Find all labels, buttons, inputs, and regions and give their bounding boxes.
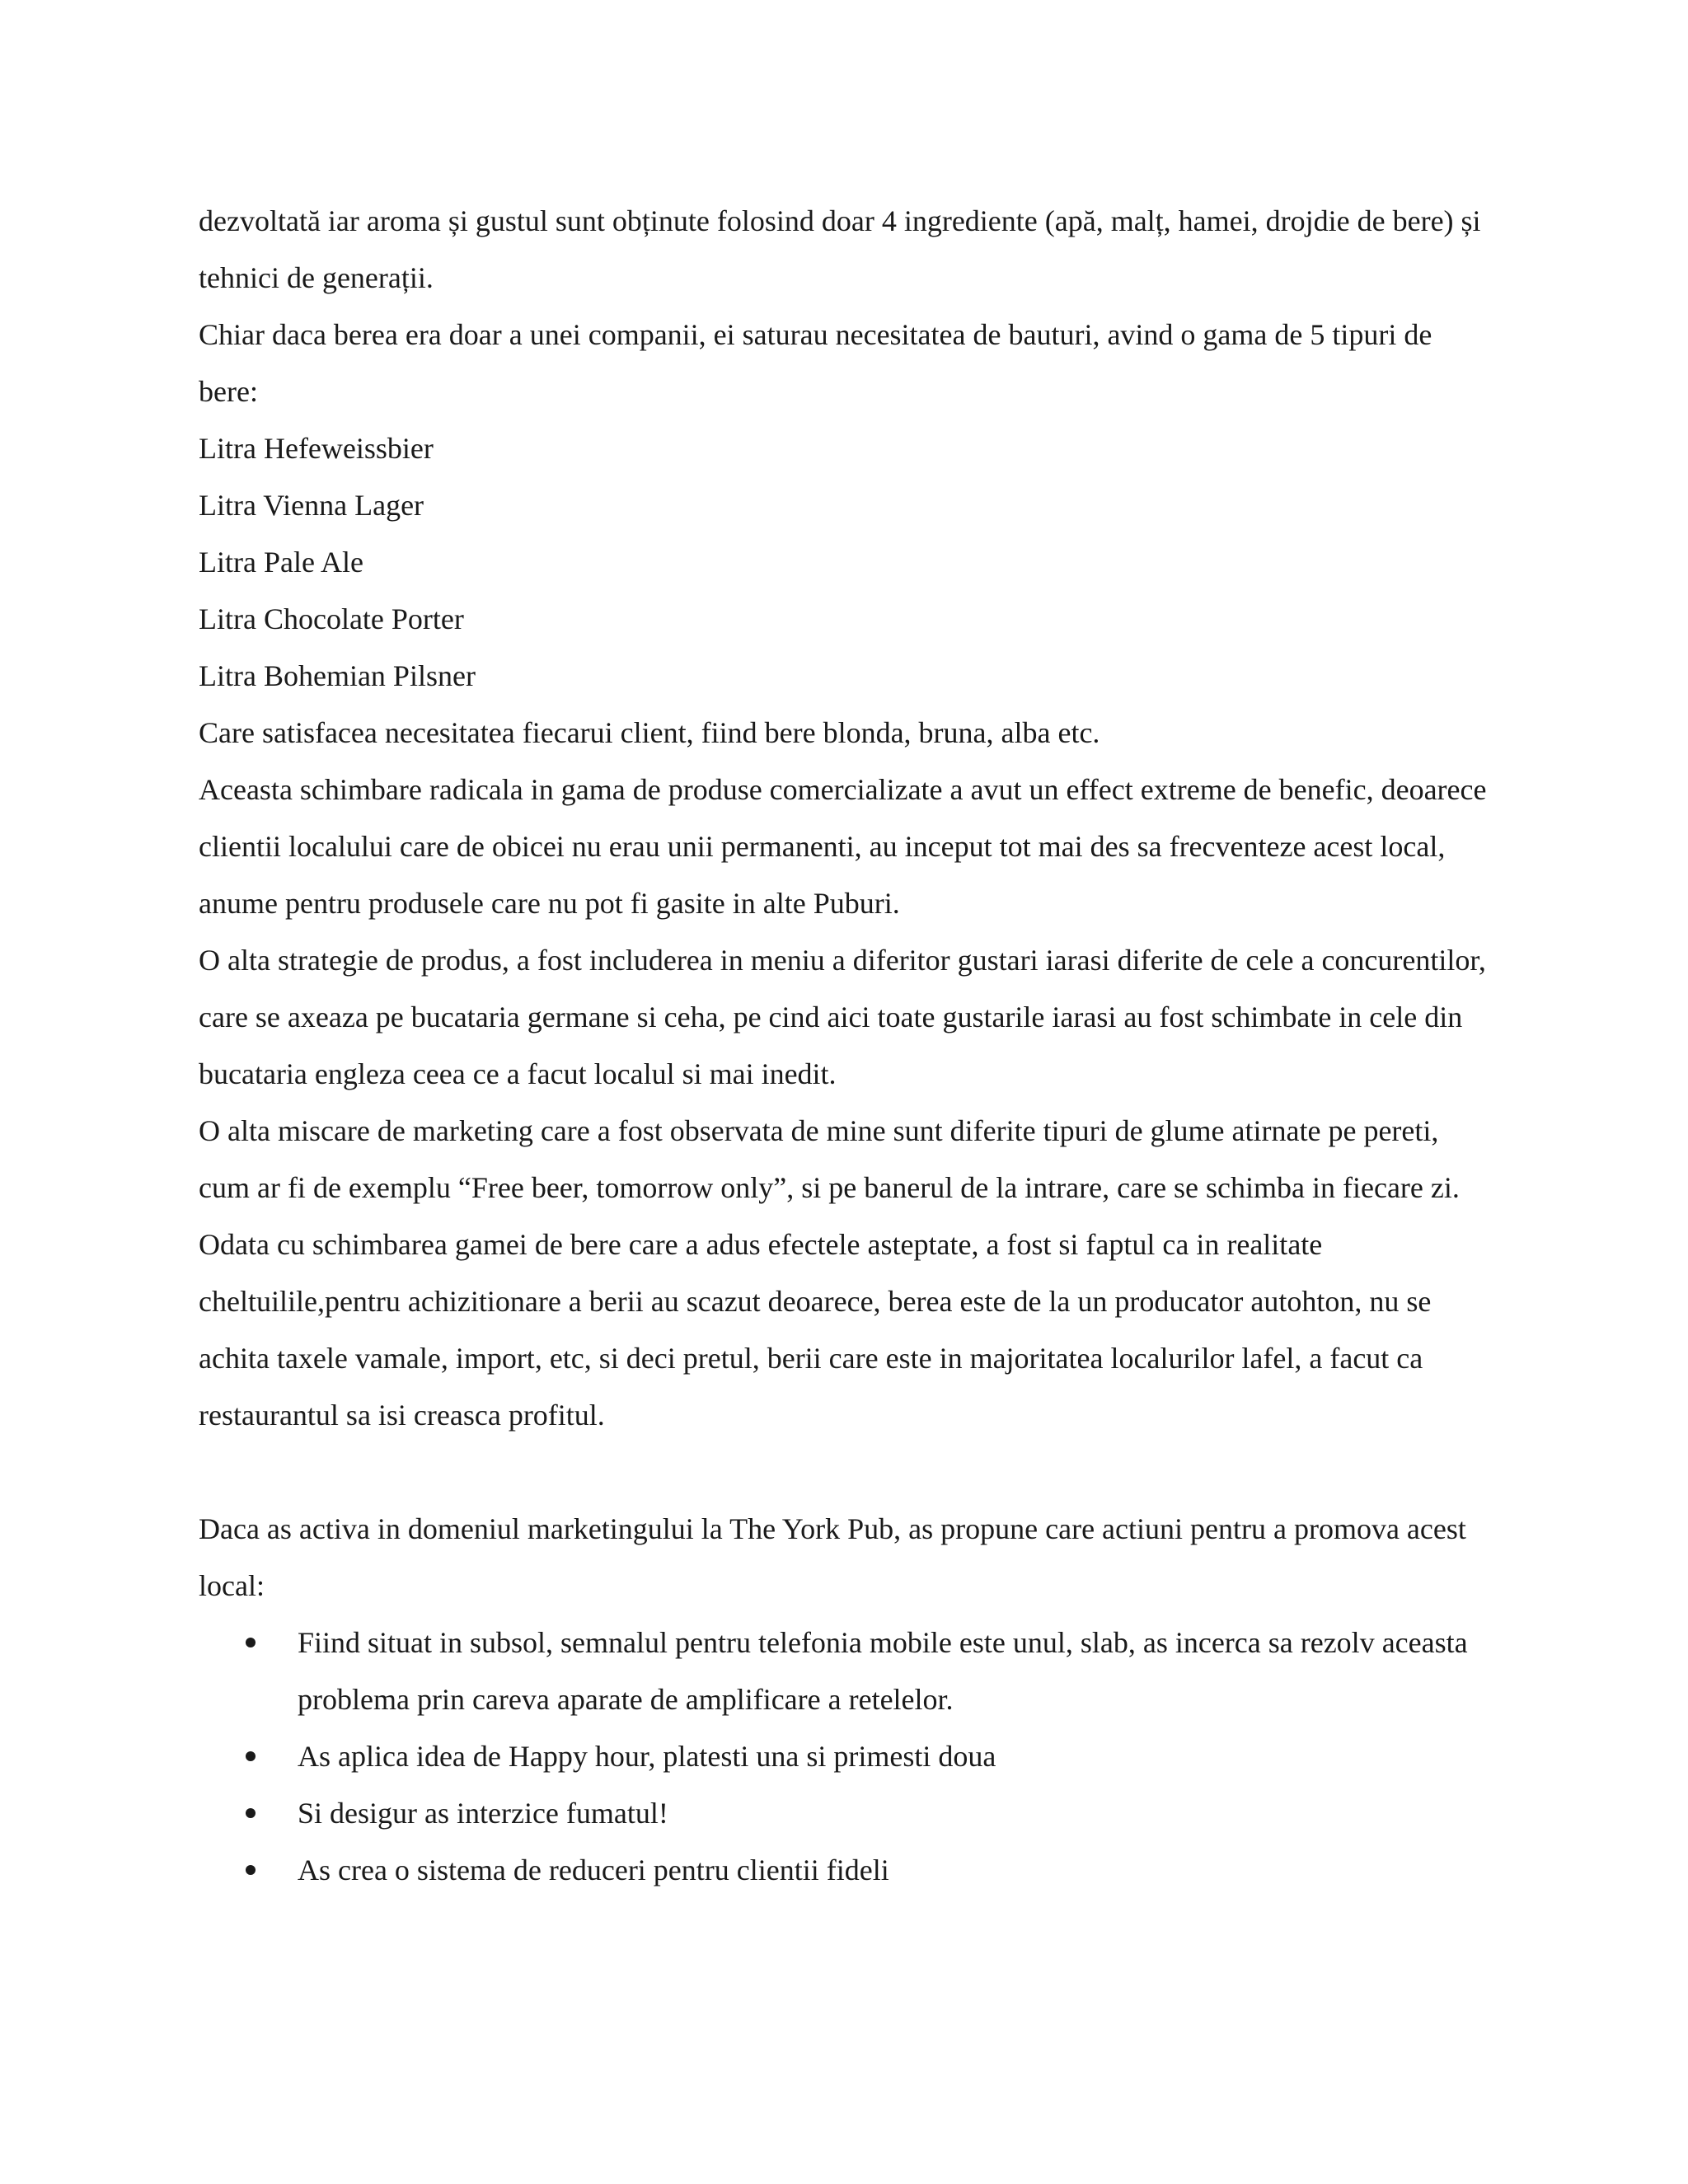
paragraph-radical-change: Aceasta schimbare radicala in gama de produse comercializate a avut un effect extreme de benefic, deoarece clientii localului care de obicei nu erau unii permanenti, au inceput tot mai des sa frecventeze acest local, anume pentru produsele care nu pot fi gasite in alte Puburi. <box>199 773 1487 920</box>
list-item-text: Fiind situat in subsol, semnalul pentru telefonia mobile este unul, slab, as incerca sa rezolv aceasta problema prin careva aparate de amplificare a retelelor. <box>298 1626 1468 1716</box>
list-item-text: As crea o sistema de reduceri pentru clientii fideli <box>298 1854 889 1886</box>
beer-type-item: Litra Vienna Lager <box>199 489 424 522</box>
bullet-icon <box>246 1865 256 1875</box>
list-item-text: Si desigur as interzice fumatul! <box>298 1797 668 1830</box>
paragraph-satisfaction: Care satisfacea necesitatea fiecarui client, fiind bere blonda, bruna, alba etc. <box>199 716 1100 749</box>
paragraph-costs-profit: Odata cu schimbarea gamei de bere care a adus efectele asteptate, a fost si faptul ca in realitate cheltuilile,pentru achizitionare a berii au scazut deoarece, berea este de la un producator autohton, nu se achita taxele vamale, import, etc, si deci pretul, berii care este in majoritatea localurilor lafel, a facut ca restaurantul sa isi creasca profitul. <box>199 1228 1432 1432</box>
bullet-icon <box>246 1751 256 1761</box>
paragraph-marketing-move: O alta miscare de marketing care a fost observata de mine sunt diferite tipuri de glume atirnate pe pereti, cum ar fi de exemplu “Free beer, tomorrow only”, si pe banerul de la intrare, care se schimba in fiecare zi. <box>199 1114 1460 1204</box>
list-item <box>199 1785 1493 1842</box>
bullet-icon <box>246 1808 256 1818</box>
beer-type-item: Litra Hefeweissbier <box>199 432 434 465</box>
bullet-icon <box>246 1638 256 1647</box>
list-item <box>199 1615 1493 1728</box>
paragraph-proposals-intro: Daca as activa in domeniul marketingului la The York Pub, as propune care actiuni pentru a promova acest local: <box>199 1512 1466 1602</box>
beer-type-item: Litra Chocolate Porter <box>199 602 464 635</box>
list-item-text: As aplica idea de Happy hour, platesti una si primesti doua <box>298 1740 996 1773</box>
beer-type-item: Litra Bohemian Pilsner <box>199 659 476 692</box>
beer-type-item: Litra Pale Ale <box>199 546 363 579</box>
proposals-list <box>199 1615 1493 1899</box>
paragraph-continuation: dezvoltată iar aroma și gustul sunt obținute folosind doar 4 ingrediente (apă, malț, hamei, drojdie de bere) și tehnici de generații. <box>199 204 1481 294</box>
list-item <box>199 1842 1493 1899</box>
paragraph-beer-range: Chiar daca berea era doar a unei companii, ei saturau necesitatea de bauturi, avind o gama de 5 tipuri de bere: <box>199 318 1432 408</box>
blank-line <box>199 1444 1493 1501</box>
paragraph-product-strategy: O alta strategie de produs, a fost includerea in meniu a diferitor gustari iarasi diferite de cele a concurentilor, care se axeaza pe bucataria germane si ceha, pe cind aici toate gustarile iarasi au fost schimbate in cele din bucataria engleza ceea ce a facut localul si mai inedit. <box>199 944 1486 1090</box>
document-body <box>199 193 1493 1899</box>
list-item <box>199 1728 1493 1785</box>
